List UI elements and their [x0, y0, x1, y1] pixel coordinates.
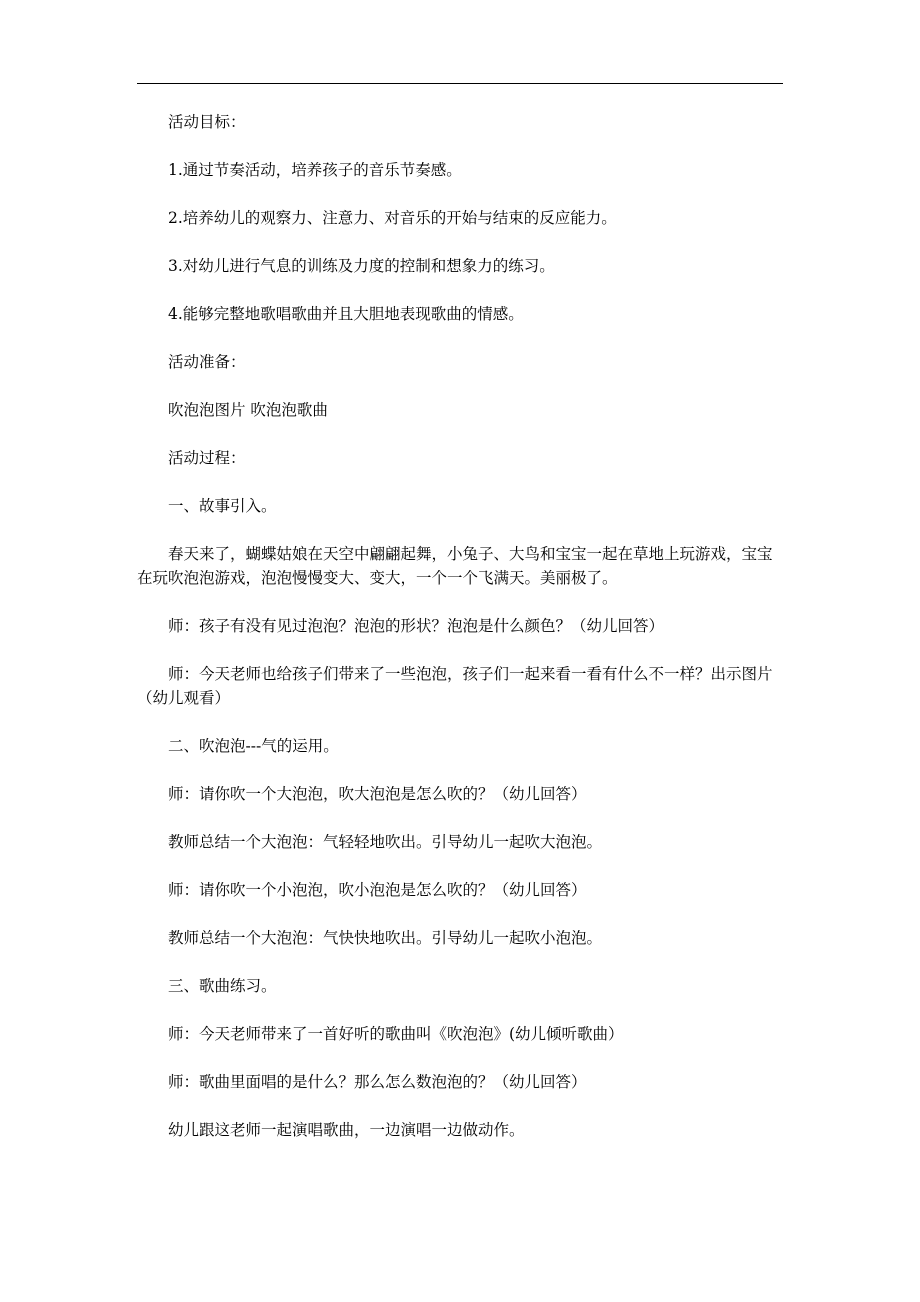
- header-rule: [137, 83, 783, 84]
- paragraph-goal-4: 4.能够完整地歌唱歌曲并且大胆地表现歌曲的情感。: [168, 305, 524, 323]
- paragraph-goal-3: 3.对幼儿进行气息的训练及力度的控制和想象力的练习。: [168, 257, 555, 275]
- paragraph-heading-goals: 活动目标：: [168, 113, 246, 131]
- paragraph-teacher-small-bubble: 师：请你吹一个小泡泡，吹小泡泡是怎么吹的？（幼儿回答）: [168, 881, 587, 899]
- paragraph-teacher-song: 师：今天老师带来了一首好听的歌曲叫《吹泡泡》(幼儿倾听歌曲）: [168, 1025, 624, 1043]
- paragraph-goal-1: 1.通过节奏活动，培养孩子的音乐节奏感。: [168, 161, 462, 179]
- paragraph-summary-small-bubble: 教师总结一个大泡泡：气快快地吹出。引导幼儿一起吹小泡泡。: [168, 929, 603, 947]
- paragraph-heading-preparation: 活动准备：: [168, 353, 246, 371]
- paragraph-teacher-question-1: 师：孩子有没有见过泡泡？泡泡的形状？泡泡是什么颜色？（幼儿回答）: [168, 617, 665, 635]
- paragraph-story: 春天来了，蝴蝶姑娘在天空中翩翩起舞，小兔子、大鸟和宝宝一起在草地上玩游戏，宝宝在玩吹泡泡游戏，泡泡慢慢变大、变大，一个一个飞满天。美丽极了。: [137, 545, 773, 587]
- paragraph-section-1: 一、故事引入。: [168, 497, 277, 515]
- paragraph-summary-big-bubble: 教师总结一个大泡泡：气轻轻地吹出。引导幼儿一起吹大泡泡。: [168, 833, 603, 851]
- paragraph-heading-process: 活动过程：: [168, 449, 246, 467]
- paragraph-children-sing: 幼儿跟这老师一起演唱歌曲，一边演唱一边做动作。: [168, 1121, 525, 1139]
- paragraph-section-3: 三、歌曲练习。: [168, 977, 277, 995]
- document-body: [137, 110, 783, 1166]
- paragraph-teacher-big-bubble: 师：请你吹一个大泡泡，吹大泡泡是怎么吹的？（幼儿回答）: [168, 785, 587, 803]
- paragraph-teacher-song-question: 师：歌曲里面唱的是什么？那么怎么数泡泡的？（幼儿回答）: [168, 1073, 587, 1091]
- paragraph-teacher-question-2: 师：今天老师也给孩子们带来了一些泡泡，孩子们一起来看一看有什么不一样？出示图片（幼儿观看）: [137, 665, 773, 707]
- paragraph-section-2: 二、吹泡泡---气的运用。: [168, 737, 339, 755]
- paragraph-goal-2: 2.培养幼儿的观察力、注意力、对音乐的开始与结束的反应能力。: [168, 209, 617, 227]
- paragraph-preparation-items: 吹泡泡图片 吹泡泡歌曲: [168, 401, 328, 419]
